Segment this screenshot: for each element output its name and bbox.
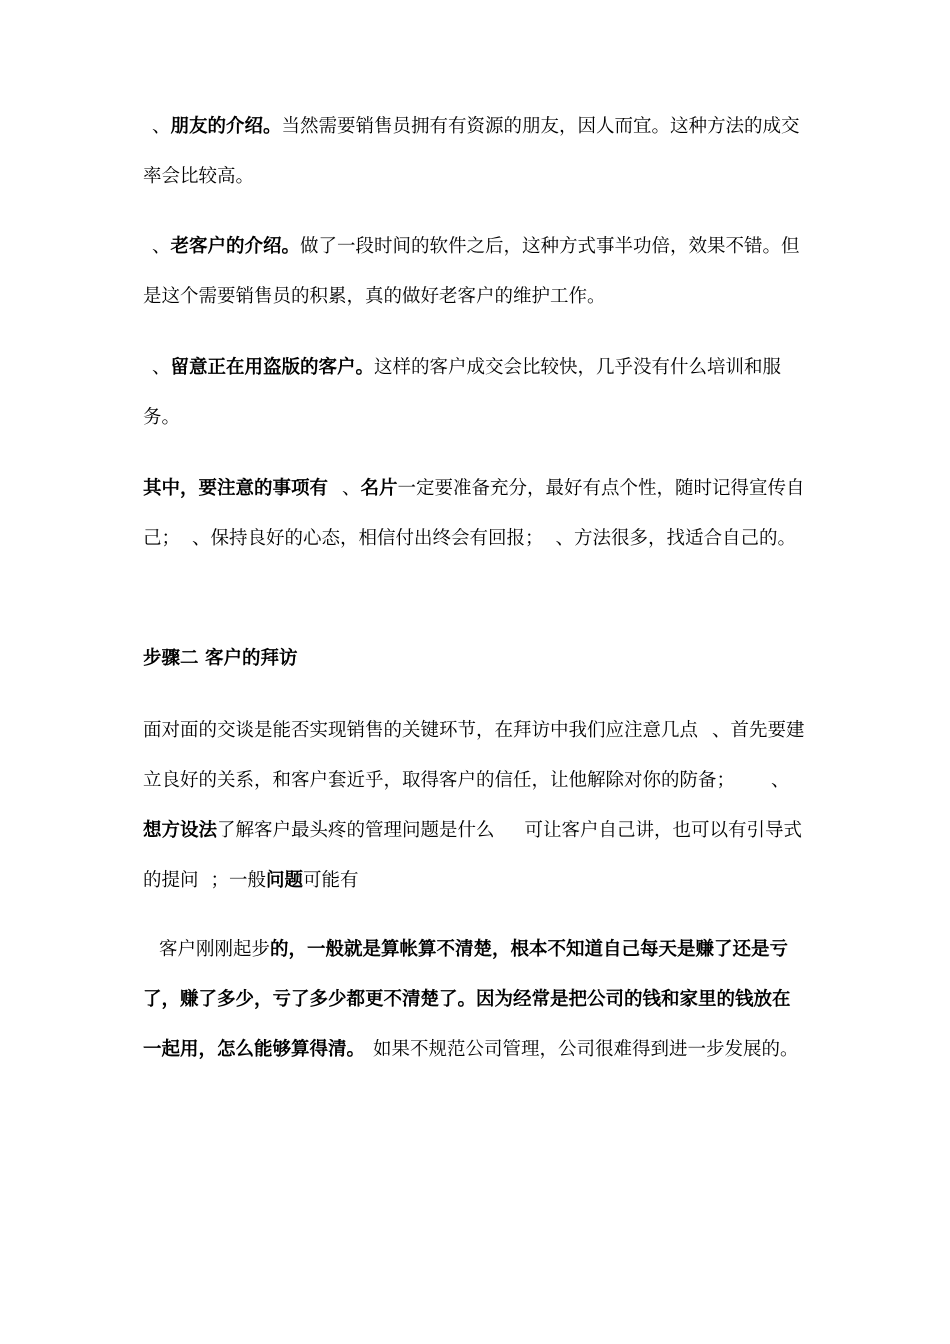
- section-heading: 步骤二 客户的拜访: [143, 648, 298, 669]
- bold-term: 问题: [266, 870, 304, 891]
- paragraph-customer-visit: [143, 706, 808, 906]
- paragraph-old-customer-referral: [143, 222, 808, 322]
- bold-term: 其中，要注意的事项有: [143, 478, 329, 499]
- paragraph-text: 了解客户最头疼的管理问题是什么: [217, 820, 495, 841]
- paragraph-text: 、保持良好的心态，相信付出终会有回报；: [192, 528, 544, 549]
- paragraph-text: 当然需要销售员拥有有资源的朋友，因人而宜。这种方法的成交率会比较高。: [143, 116, 800, 187]
- paragraph-text: 这样的客户成交会比较快，几乎没有什么培训和服务。: [143, 357, 782, 428]
- paragraph-text: 一定要准备充分，最好有点个性，随时记得宣传自己；: [143, 478, 805, 549]
- bold-term: 老客户的介绍。: [170, 236, 301, 257]
- paragraph-text: 做了一段时间的软件之后，这种方式事半功倍，效果不错。但是这个需要销售员的积累，真的做好老客户的维护工作。: [143, 236, 800, 307]
- list-marker: 、: [152, 236, 171, 257]
- bold-term: 朋友的介绍。: [170, 116, 282, 137]
- bold-term: 名片: [360, 478, 398, 499]
- bold-term: 想方设法: [143, 820, 218, 841]
- paragraph-text: 面对面的交谈是能否实现销售的关键环节，在拜访中我们应注意几点: [143, 720, 699, 741]
- paragraph-text: 如果不规范公司管理，公司很难得到进一步发展的。: [373, 1039, 799, 1060]
- paragraph-friend-referral: [143, 102, 808, 202]
- bold-statement: 的，一般就是算帐算不清楚，根本不知道自己每天是赚了还是亏了，赚了多少，亏了多少都更不清楚了。因为经常是把公司的钱和家里的钱放在一起用，怎么能够算得清。: [143, 939, 791, 1060]
- paragraph-text: 可让客户自己讲，也可以有引导式的提问: [143, 820, 803, 891]
- paragraph-text: 、方法很多，找适合自己的。: [555, 528, 797, 549]
- bold-term: 留意正在用盗版的客户。: [170, 357, 375, 378]
- paragraph-text: 可能有: [303, 870, 359, 891]
- paragraph-notes: [143, 464, 808, 564]
- paragraph-startup-customers: [143, 925, 808, 1075]
- list-marker: 、: [152, 116, 171, 137]
- list-marker: 、: [771, 770, 790, 791]
- paragraph-text: 客户刚刚起步: [159, 939, 271, 960]
- list-marker: 、: [342, 478, 361, 499]
- paragraph-text: ；一般: [210, 870, 267, 891]
- list-marker: 、: [152, 357, 171, 378]
- paragraph-text: 、首先要建立良好的关系，和客户套近乎，取得客户的信任，让他解除对你的防备；: [143, 720, 805, 791]
- paragraph-pirated-software-customers: [143, 343, 808, 443]
